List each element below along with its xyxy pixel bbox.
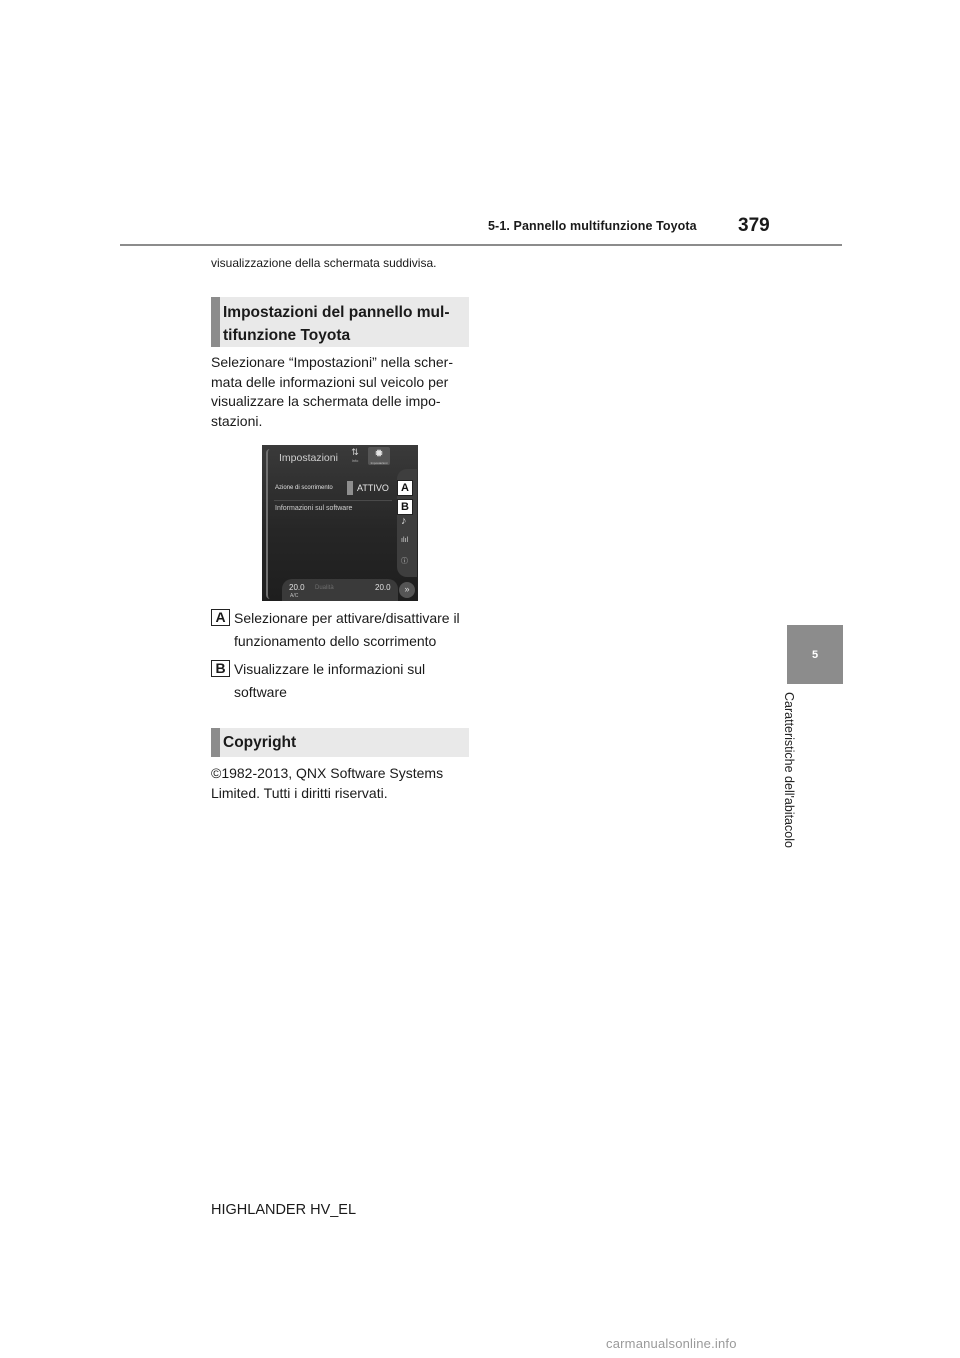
vehicle-info-icon-glyph: ⇅	[351, 447, 359, 457]
scroll-toggle-indicator	[347, 481, 353, 495]
scroll-action-label: Azione di scorrimento	[275, 485, 333, 491]
section-paragraph-settings: Selezionare “Impostazioni” nella scher-mata delle informazioni sul veicolo per visualizzare la schermata delle impo-stazioni.	[211, 354, 453, 429]
chapter-label-text: Caratteristiche dell'abitacolo	[782, 692, 796, 848]
header-rule	[120, 244, 842, 246]
settings-gear-icon[interactable]	[368, 447, 390, 465]
callout-b: B	[397, 499, 413, 515]
equalizer-icon[interactable]: ılıl	[401, 537, 408, 544]
info-icon[interactable]: ⓘ	[401, 558, 408, 565]
scroll-action-value[interactable]: ATTIVO	[357, 483, 389, 493]
footer-model: HIGHLANDER HV_EL	[211, 1202, 357, 1218]
display-title: Impostazioni	[279, 452, 338, 464]
page-number: 379	[738, 215, 770, 236]
settings-gear-icon-label: Impostazioni	[370, 461, 388, 465]
section-paragraph-copyright: ©1982-2013, QNX Software Systems Limited. Tutti i diritti riservati.	[211, 765, 444, 801]
section-heading-line1: Impostazioni del pannello mul-	[223, 304, 450, 321]
legend-badge-a: A	[211, 609, 230, 626]
display-screenshot	[262, 445, 418, 601]
settings-gear-icon-glyph: ✹	[374, 448, 384, 460]
intro-text: visualizzazione della schermata suddivisa.	[211, 256, 437, 270]
chapter-label	[782, 692, 813, 868]
vehicle-info-icon[interactable]	[344, 447, 366, 465]
temp-right: 20.0	[375, 583, 391, 592]
callout-a: A	[397, 480, 413, 496]
ac-label: A/C	[290, 593, 299, 599]
display-arc	[266, 449, 274, 599]
section-heading-copyright: Copyright	[211, 728, 469, 757]
section-heading-settings	[211, 297, 469, 347]
chapter-number: 5	[811, 648, 819, 661]
legend-text-a: Selezionare per attivare/disattivare il funzionamento dello scorrimento	[234, 610, 460, 649]
section-header: 5-1. Pannello multifunzione Toyota	[488, 219, 697, 233]
music-icon[interactable]: ♪	[401, 515, 407, 527]
legend-badge-b: B	[211, 660, 230, 677]
watermark: carmanualsonline.info	[606, 1336, 737, 1351]
row-divider	[274, 500, 392, 501]
temp-left: 20.0	[289, 583, 305, 592]
display-background	[262, 445, 418, 601]
vehicle-info-icon-label: Info	[351, 458, 359, 463]
chapter-tab	[787, 625, 843, 684]
section-heading-line2: tifunzione Toyota	[223, 327, 351, 344]
legend-text-b: Visualizzare le informazioni sul software	[234, 661, 426, 700]
double-chevron-icon[interactable]: »	[399, 582, 415, 598]
software-info-item[interactable]: Informazioni sul software	[275, 505, 353, 512]
climate-mode-label: Dualità	[315, 585, 334, 591]
